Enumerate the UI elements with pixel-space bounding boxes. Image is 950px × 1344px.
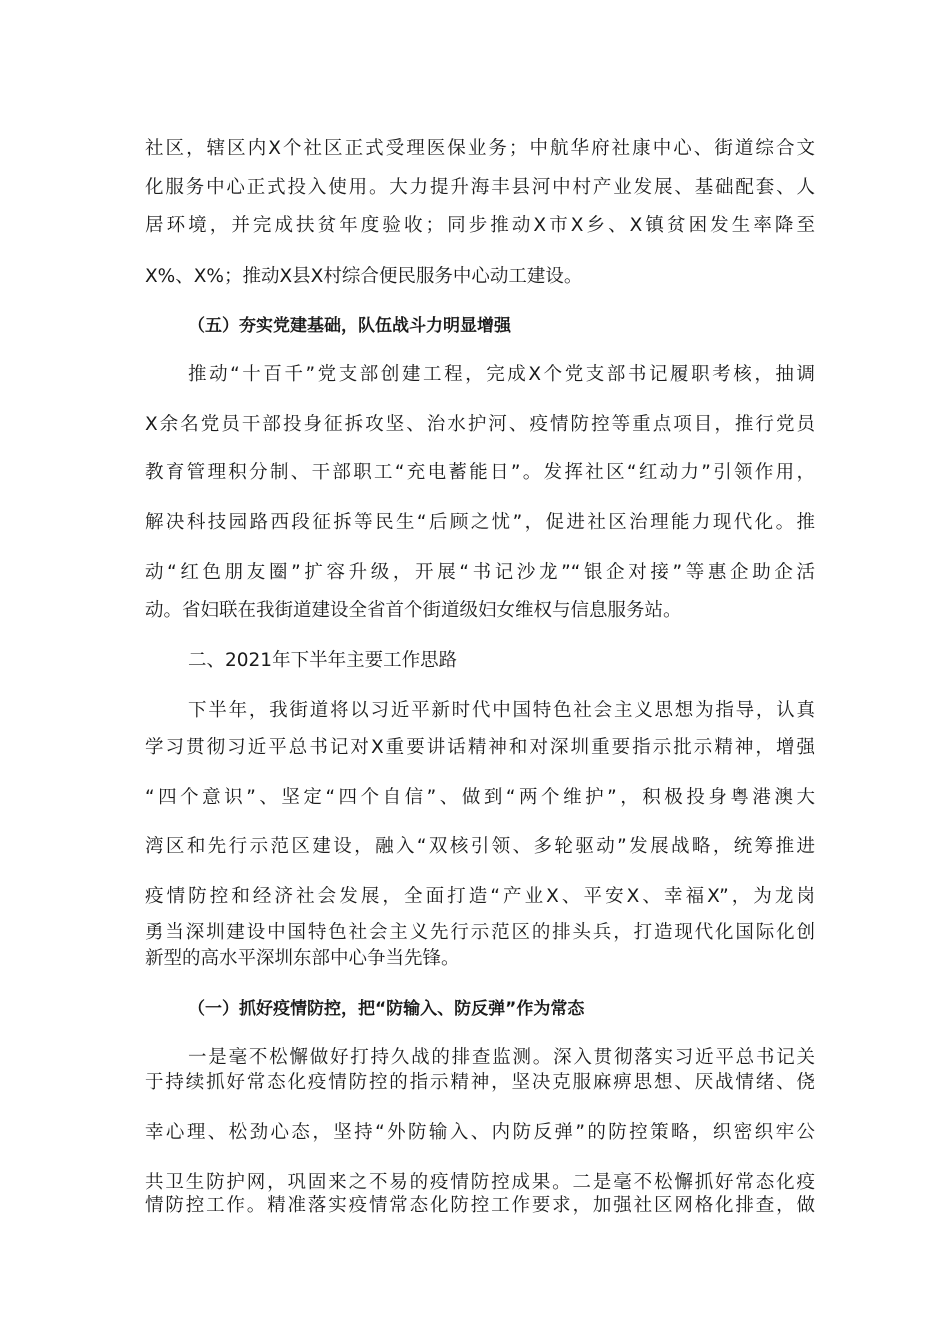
text-line: 教育管理积分制、干部职工“充电蓄能日”。发挥社区“红动力”引领作用，: [145, 462, 815, 483]
subsection-heading: （一）抓好疫情防控，把“防输入、防反弹”作为常态: [188, 999, 585, 1019]
text-line: 化服务中心正式投入使用。大力提升海丰县河中村产业发展、基础配套、人: [145, 177, 815, 198]
text-line: 情防控工作。精准落实疫情常态化防控工作要求，加强社区网格化排查，做: [145, 1195, 815, 1216]
text-line: 共卫生防护网，巩固来之不易的疫情防控成果。二是毫不松懈抓好常态化疫: [145, 1172, 815, 1193]
text-line: X余名党员干部投身征拆攻坚、治水护河、疫情防控等重点项目，推行党员: [145, 414, 815, 435]
text-line: 学习贯彻习近平总书记对X重要讲话精神和对深圳重要指示批示精神，增强: [145, 737, 815, 758]
text-line: 新型的高水平深圳东部中心争当先锋。: [145, 948, 460, 969]
text-line: 社区，辖区内X个社区正式受理医保业务；中航华府社康中心、街道综合文: [145, 138, 815, 159]
subsection-heading: （五）夯实党建基础，队伍战斗力明显增强: [188, 316, 511, 336]
text-line: 于持续抓好常态化疫情防控的指示精神，坚决克服麻痹思想、厌战情绪、侥: [145, 1072, 815, 1093]
text-line: 勇当深圳建设中国特色社会主义先行示范区的排头兵，打造现代化国际化创: [145, 922, 815, 943]
text-line: 湾区和先行示范区建设，融入“双核引领、多轮驱动”发展战略，统筹推进: [145, 836, 815, 857]
text-line: 推动“十百千”党支部创建工程，完成X个党支部书记履职考核，抽调: [188, 364, 815, 385]
text-line: 动。省妇联在我街道建设全省首个街道级妇女维权与信息服务站。: [145, 600, 682, 621]
text-line: 一是毫不松懈做好打持久战的排查监测。深入贯彻落实习近平总书记关: [188, 1047, 815, 1068]
text-line: 解决科技园路西段征拆等民生“后顾之忧”，促进社区治理能力现代化。推: [145, 512, 815, 533]
text-line: 居环境，并完成扶贫年度验收；同步推动X市X乡、X镇贫困发生率降至: [145, 215, 815, 236]
text-line: 幸心理、松劲心态，坚持“外防输入、内防反弹”的防控策略，织密织牢公: [145, 1122, 815, 1143]
text-line: “四个意识”、坚定“四个自信”、做到“两个维护”，积极投身粤港澳大: [145, 787, 815, 808]
section-heading: 二、2021年下半年主要工作思路: [188, 650, 458, 671]
text-line: 动“红色朋友圈”扩容升级，开展“书记沙龙”“银企对接”等惠企助企活: [145, 562, 815, 583]
text-line: 下半年，我街道将以习近平新时代中国特色社会主义思想为指导，认真: [188, 700, 815, 721]
text-line: 疫情防控和经济社会发展，全面打造“产业X、平安X、幸福X”，为龙岗: [145, 886, 815, 907]
text-line: X%、X%；推动X县X村综合便民服务中心动工建设。: [145, 266, 583, 287]
